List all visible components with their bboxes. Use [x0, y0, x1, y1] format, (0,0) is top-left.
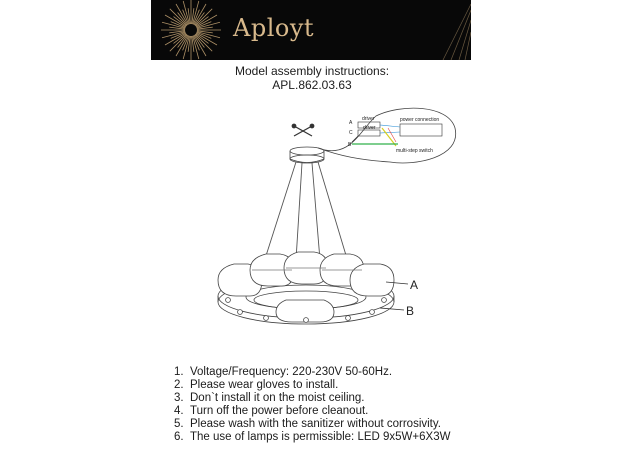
sunburst-ray [195, 9, 212, 26]
list-item: 2. Please wear gloves to install. [174, 379, 339, 392]
driver-label-1: driver [362, 116, 375, 122]
sunburst-ray [196, 33, 217, 45]
sunburst-ray [165, 33, 186, 45]
screwdriver-tools-icon [292, 124, 314, 136]
sunburst-ray [176, 35, 188, 56]
title-block [0, 64, 624, 92]
pin-b-label: B [348, 142, 352, 148]
chandelier-diagram [200, 100, 460, 350]
part-label-a: A [410, 278, 419, 292]
sunburst-ray [170, 9, 187, 26]
sunburst-ray [194, 35, 206, 56]
brand-banner [151, 0, 471, 60]
sunburst-ray [165, 15, 186, 27]
pin-c-label: C [349, 130, 353, 136]
list-item: 3. Don`t install it on the moist ceiling. [174, 392, 365, 405]
sunburst-ray [170, 34, 187, 51]
model-number: APL.862.03.63 [272, 78, 352, 92]
ceiling-canopy [290, 147, 324, 163]
page-title: Model assembly instructions: [234, 64, 390, 78]
list-item: 5. Please wash with the sanitizer without corrosivity. [174, 418, 441, 431]
power-connection-label: power connection [400, 117, 440, 123]
list-item: 4. Turn off the power before cleanout. [174, 405, 369, 418]
multi-step-switch-label: multi-step switch [396, 148, 433, 154]
instruction-list [174, 366, 604, 445]
pin-a-label: A [349, 120, 353, 126]
brand-name: Aployt [233, 14, 315, 42]
suspension-cables [264, 162, 348, 262]
sunburst-ray [196, 15, 217, 27]
sunburst-ray [195, 34, 212, 51]
part-label-b: B [406, 304, 415, 318]
list-item: 6. The use of lamps is permissible: LED 9x5W+6X3W [174, 431, 451, 444]
sunburst-ray [194, 4, 206, 25]
list-item: 1. Voltage/Frequency: 220-230V 50-60Hz. [174, 366, 393, 378]
sunburst-ray [176, 4, 188, 25]
driver-label-2: driver [363, 125, 376, 131]
